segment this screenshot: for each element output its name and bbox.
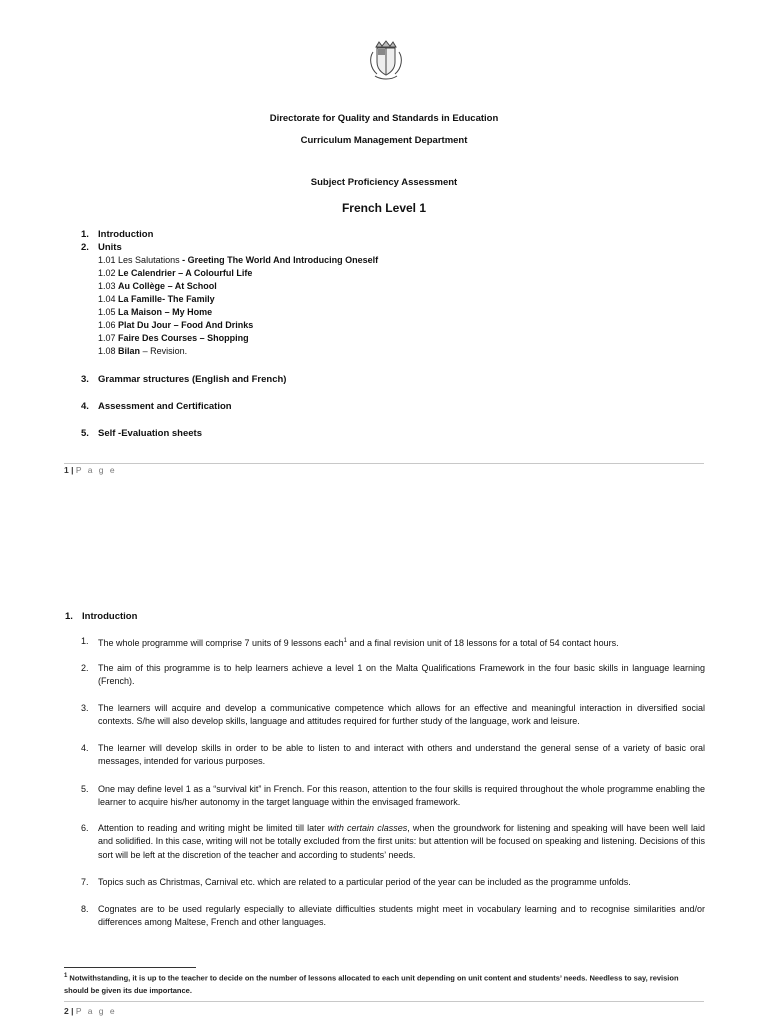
page-number-footer: 1 | P a g e <box>64 465 117 475</box>
list-item: 2. The aim of this programme is to help learners achieve a level 1 on the Malta Qualifications Framework in the four basic skills in language learning (French). <box>81 663 705 687</box>
unit-item: 1.02 Le Calendrier – A Colourful Life <box>98 268 253 278</box>
list-item: 1. The whole programme will comprise 7 units of 9 lessons each$^1$ and a final revision unit of 18 lessons for a total of 54 contact hours. <box>81 636 619 648</box>
unit-item: 1.07 Faire Des Courses – Shopping <box>98 333 249 343</box>
toc-item-introduction: 1. Introduction <box>81 229 154 240</box>
toc-item-self-evaluation: 5. Self -Evaluation sheets <box>81 428 203 439</box>
unit-item: 1.01 Les Salutations - Greeting The World And Introducing Oneself <box>98 255 379 265</box>
unit-item: 1.03 Au Collège – At School <box>98 281 217 291</box>
toc-item-assessment: 4. Assessment and Certification <box>81 401 232 412</box>
footnote: $^1$ Notwithstanding, it is up to the teacher to decide on the number of lessons allocated to each unit depending on unit content and students’ needs. Needless to say, revision should be given its due importance. <box>64 973 679 995</box>
section-title: 1. Introduction <box>65 611 138 622</box>
list-item: 6. Attention to reading and writing might be limited till later with certain classes, when the groundwork for listening and speaking will have been well laid and solidified. In this case, writing will not be totally excluded from the first units: but attention will be focused on speaking and listening. Decisions of this sort will be left at the discretion of the teacher and according to students’ needs. <box>81 823 706 860</box>
page-number-footer: 2 | P a g e <box>64 1006 117 1016</box>
list-item: 5. One may define level 1 as a “survival kit” in French. For this reason, attention to the four skills is required throughout the whole programme enabling the learner to acquire his/her autonomy in the target language within the envisaged framework. <box>81 784 705 808</box>
list-item: 4. The learner will develop skills in order to be able to listen to and interact with others and understand the general sense of a variety of basic oral messages, intended for various purposes. <box>81 743 705 767</box>
directorate-heading: Directorate for Quality and Standards in Education <box>269 113 499 124</box>
list-item: 3. The learners will acquire and develop a communicative competence which allows for an effective and meaningful interaction in diversified social contexts. S/he will also develop skills, language and attitudes required for further study of the language, work and leisure. <box>81 703 705 727</box>
unit-item: 1.08 Bilan – Revision. <box>98 346 188 356</box>
unit-item: 1.04 La Famille- The Family <box>98 294 215 304</box>
footnote-rule <box>64 967 196 968</box>
unit-item: 1.05 La Maison – My Home <box>98 307 213 317</box>
unit-item: 1.06 Plat Du Jour – Food And Drinks <box>98 320 254 330</box>
page-divider <box>64 1001 704 1002</box>
assessment-heading: Subject Proficiency Assessment <box>310 177 458 188</box>
list-item: 8. Cognates are to be used regularly especially to alleviate difficulties students might meet in vocabulary learning and to recognise similarities and/or differences among Maltese, French and other languages. <box>81 904 705 928</box>
page-divider <box>64 463 704 464</box>
list-item: 7. Topics such as Christmas, Carnival etc. which are related to a particular period of the year can be included as the programme unfolds. <box>81 877 631 887</box>
toc-item-grammar: 3. Grammar structures (English and French) <box>81 374 287 385</box>
department-heading: Curriculum Management Department <box>300 135 468 146</box>
toc-item-units: 2. Units <box>81 242 122 253</box>
malta-crest-logo <box>367 38 405 82</box>
document-title: French Level 1 <box>341 201 427 215</box>
